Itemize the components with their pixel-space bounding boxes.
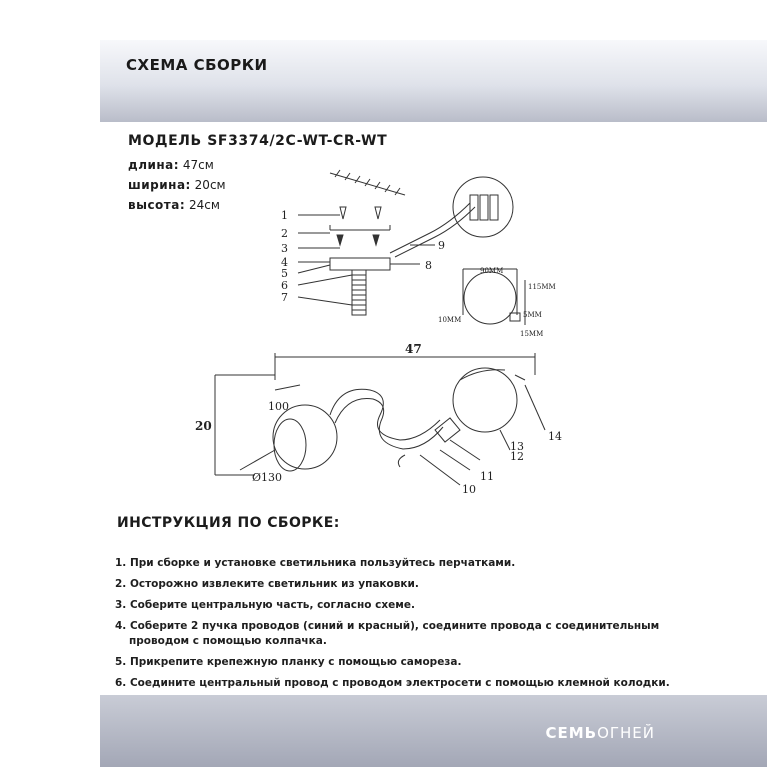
instruction-step-5: 5. Прикрепите крепежную планку с помощью самореза.: [115, 656, 462, 668]
instruction-step-4-cont: проводом с помощью колпачка.: [129, 635, 327, 647]
brand-bold: СЕМЬ: [545, 724, 598, 742]
terminal-inset: [453, 177, 513, 237]
dimension-width: 20: [195, 419, 212, 433]
part-label-10: 10: [462, 483, 476, 496]
instructions-list: [115, 556, 675, 697]
shade-neck-left-label: 10MM: [438, 316, 462, 324]
part-label-8: 8: [425, 259, 432, 272]
shade-right: [453, 368, 517, 432]
part-label-2: 2: [281, 227, 288, 240]
shade-sketch: [464, 272, 516, 324]
part-label-13: 13: [510, 440, 524, 453]
footer-band: [100, 695, 767, 767]
ceiling-hatch: [330, 170, 405, 195]
shade-neck-b-label: 15MM: [520, 330, 544, 338]
instruction-step-1: 1. При сборке и установке светильника пользуйтесь перчатками.: [115, 557, 516, 569]
page-title: СХЕМА СБОРКИ: [126, 56, 268, 74]
part-label-7: 7: [281, 291, 288, 304]
dimension-length: 47: [405, 342, 422, 356]
part-label-1: 1: [281, 209, 288, 222]
canopy-plate: [330, 258, 390, 270]
instruction-step-2: 2. Осторожно извлеките светильник из упаковки.: [115, 578, 419, 590]
part-label-9: 9: [438, 239, 445, 252]
header-band: [100, 40, 767, 122]
part-label-14: 14: [548, 430, 562, 443]
height-label: высота:: [128, 198, 186, 212]
length-label: длина:: [128, 158, 180, 172]
shade-left-opening: [274, 419, 306, 471]
instructions-title: ИНСТРУКЦИЯ ПО СБОРКЕ:: [117, 515, 340, 531]
shade-width-label: 90MM: [480, 267, 504, 275]
shade-neck-a-label: 5MM: [523, 311, 542, 319]
part-label-3: 3: [281, 242, 288, 255]
instruction-step-6: 6. Соедините центральный провод с проводом электросети с помощью клемной колодки.: [115, 677, 670, 689]
model-name: МОДЕЛЬ SF3374/2C-WT-CR-WT: [128, 133, 388, 149]
part-label-5: 5: [281, 267, 288, 280]
dimension-100: 100: [268, 400, 289, 413]
assembly-diagram: [180, 165, 580, 505]
part-label-4: 4: [281, 256, 288, 269]
instruction-step-3: 3. Соберите центральную часть, согласно схеме.: [115, 599, 415, 611]
length-value: 47см: [182, 158, 214, 172]
height-value: 24см: [188, 198, 220, 212]
instruction-step-4: 4. Соберите 2 пучка проводов (синий и красный), соедините провода с соединительным: [115, 620, 660, 632]
anchor-right: [375, 207, 381, 219]
anchor-left: [340, 207, 346, 219]
part-label-11: 11: [480, 470, 494, 483]
threaded-rod: [352, 270, 366, 315]
width-label: ширина:: [128, 178, 191, 192]
dimension-diameter: Ø130: [252, 471, 283, 484]
part-label-12: 12: [510, 450, 524, 463]
brand-light: ОГНЕЙ: [597, 724, 655, 742]
brand-logo: [545, 724, 655, 742]
width-value: 20см: [194, 178, 226, 192]
shade-height-label: 115MM: [528, 283, 556, 291]
part-label-6: 6: [281, 279, 288, 292]
